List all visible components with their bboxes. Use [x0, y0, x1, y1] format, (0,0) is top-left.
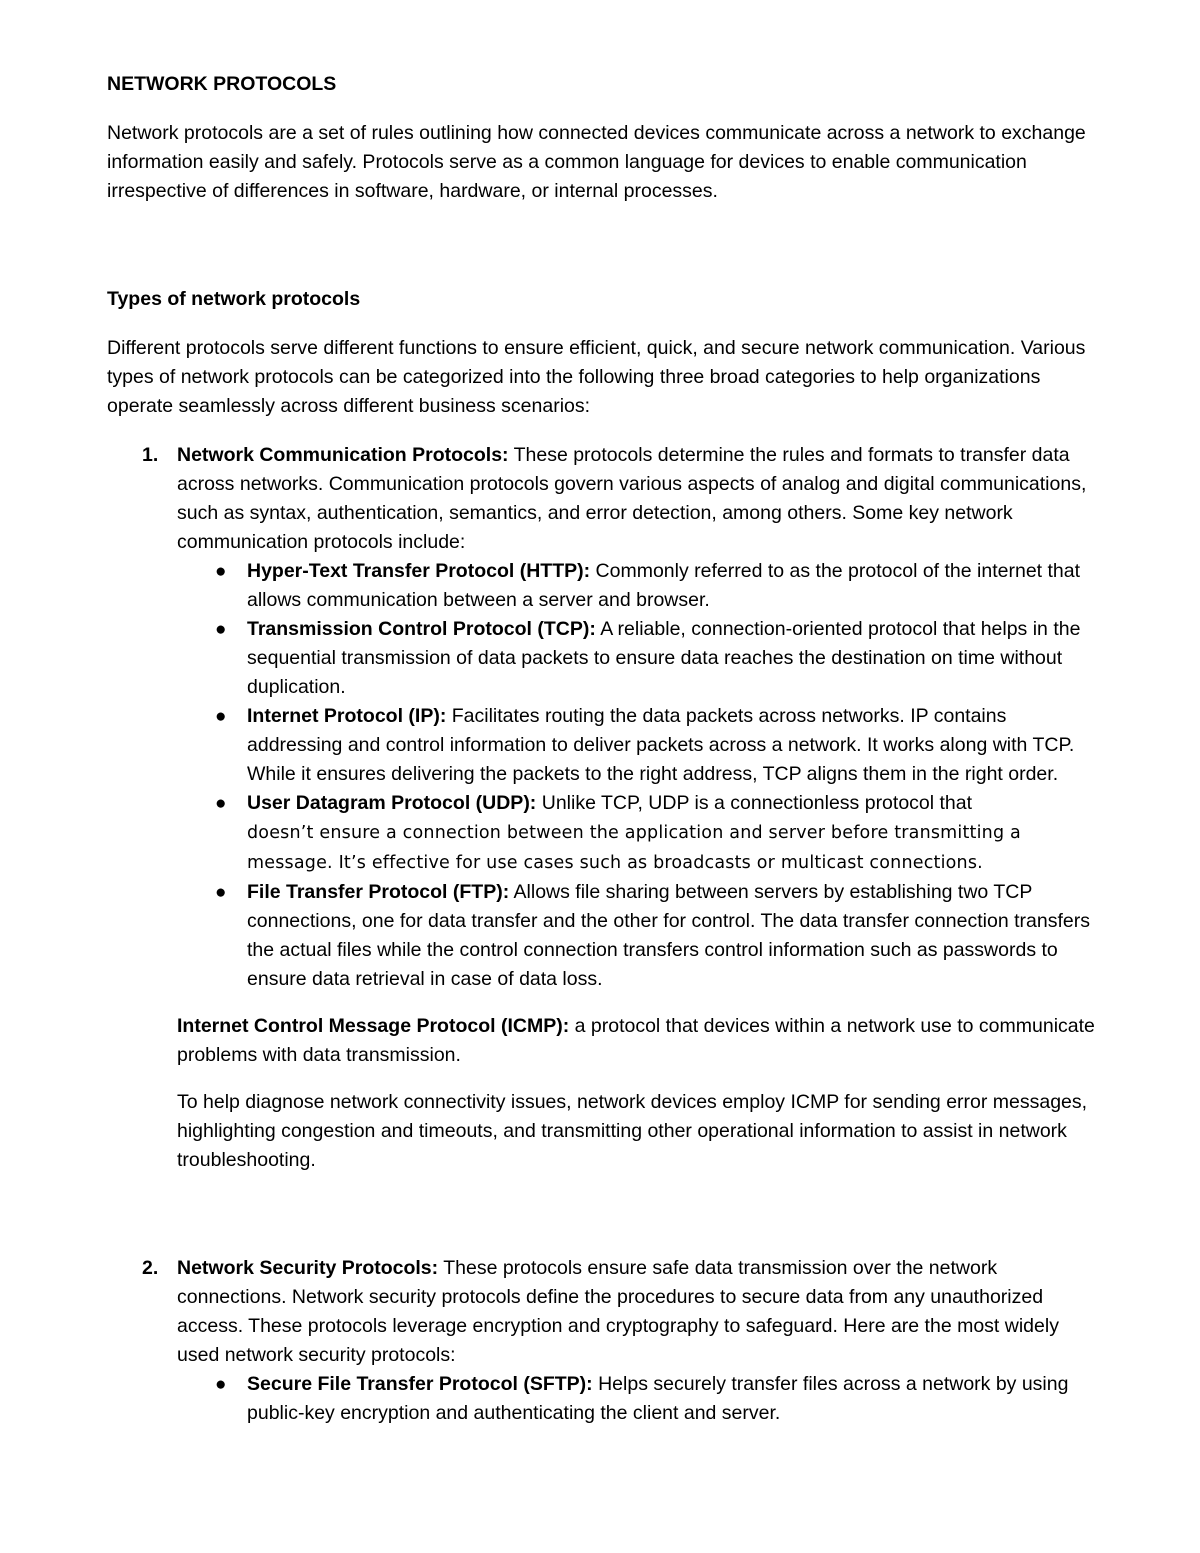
- security-protocols-list: [177, 1370, 1097, 1428]
- category-communication: [107, 441, 1097, 1175]
- protocol-name: Transmission Control Protocol (TCP):: [247, 618, 596, 640]
- list-item: [177, 878, 1097, 994]
- communication-protocols-list: [177, 557, 1097, 994]
- protocol-description: Commonly referred to as the protocol of the internet that allows communication between a server and browser.: [247, 560, 1081, 611]
- protocol-description: Allows file sharing between servers by establishing two TCP connections, one for data transfer and the other for control. The data transfer connection transfers the actual files while the control connection transfers control information such as passwords to ensure data retrieval in case of data loss.: [247, 881, 1090, 990]
- bullet-icon: ●: [215, 706, 227, 727]
- document-title: NETWORK PROTOCOLS: [107, 73, 337, 95]
- bullet-icon: ●: [215, 1374, 227, 1395]
- list-item: [177, 615, 1097, 702]
- icmp-description: a protocol that devices within a network use to communicate problems with data transmission.: [177, 1015, 1095, 1066]
- protocol-description: Unlike TCP, UDP is a connectionless protocol that: [536, 792, 973, 814]
- protocol-description: Helps securely transfer files across a network by using public-key encryption and authenticating the client and server.: [247, 1373, 1069, 1424]
- bullet-icon: ●: [215, 561, 227, 582]
- protocol-description: A reliable, connection-oriented protocol that helps in the sequential transmission of data packets to ensure data reaches the destination on time without duplication.: [247, 618, 1081, 698]
- protocol-description: Facilitates routing the data packets across networks. IP contains addressing and control information to deliver packets across a network. It works along with TCP. While it ensures delivering the packets to the right address, TCP aligns them in the right order.: [247, 705, 1075, 785]
- protocol-categories-list: [107, 441, 1097, 1428]
- protocol-name: Internet Protocol (IP):: [247, 705, 447, 727]
- category-name: Network Security Protocols:: [177, 1257, 439, 1279]
- list-item: [177, 789, 1097, 878]
- protocol-description-continued: doesn’t ensure a connection between the application and server before transmitting a message. It’s effective for use cases such as broadcasts or multicast connections.: [247, 823, 1021, 873]
- category-paragraph: [177, 1254, 1097, 1370]
- list-item: [177, 1370, 1097, 1428]
- types-heading: Types of network protocols: [107, 288, 361, 310]
- category-description: These protocols determine the rules and formats to transfer data across networks. Communication protocols govern various aspects of analog and digital communications, such as syntax, authentication, semantics, and error detection, among others. Some key network communication protocols include:: [177, 444, 1087, 553]
- category-name: Network Communication Protocols:: [177, 444, 509, 466]
- bullet-icon: ●: [215, 882, 227, 903]
- protocol-name: File Transfer Protocol (FTP):: [247, 881, 510, 903]
- list-item: [177, 702, 1097, 789]
- icmp-detail-paragraph: To help diagnose network connectivity issues, network devices employ ICMP for sending error messages, highlighting congestion and timeouts, and transmitting other operational information to assist in network troubleshooting.: [177, 1091, 1088, 1171]
- types-intro-paragraph: Different protocols serve different functions to ensure efficient, quick, and secure network communication. Various types of network protocols can be categorized into the following three broad categories to help organizations operate seamlessly across different business scenarios:: [107, 337, 1086, 417]
- category-description: These protocols ensure safe data transmission over the network connections. Network security protocols define the procedures to secure data from any unauthorized access. These protocols leverage encryption and cryptography to safeguard. Here are the most widely used network security protocols:: [177, 1257, 1059, 1366]
- category-number: 1.: [142, 444, 159, 466]
- category-number: 2.: [142, 1257, 159, 1279]
- protocol-name: Secure File Transfer Protocol (SFTP):: [247, 1373, 593, 1395]
- protocol-name: User Datagram Protocol (UDP):: [247, 792, 537, 814]
- protocol-name: Hyper-Text Transfer Protocol (HTTP):: [247, 560, 591, 582]
- category-security: [107, 1254, 1097, 1428]
- intro-paragraph: Network protocols are a set of rules outlining how connected devices communicate across a network to exchange information easily and safely. Protocols serve as a common language for devices to enable communication irrespective of differences in software, hardware, or internal processes.: [107, 122, 1086, 202]
- bullet-icon: ●: [215, 793, 227, 814]
- icmp-name: Internet Control Message Protocol (ICMP):: [177, 1015, 570, 1037]
- icmp-paragraph: [177, 1012, 1097, 1070]
- document-page: [107, 70, 1097, 1428]
- category-paragraph: [177, 441, 1097, 557]
- bullet-icon: ●: [215, 619, 227, 640]
- list-item: [177, 557, 1097, 615]
